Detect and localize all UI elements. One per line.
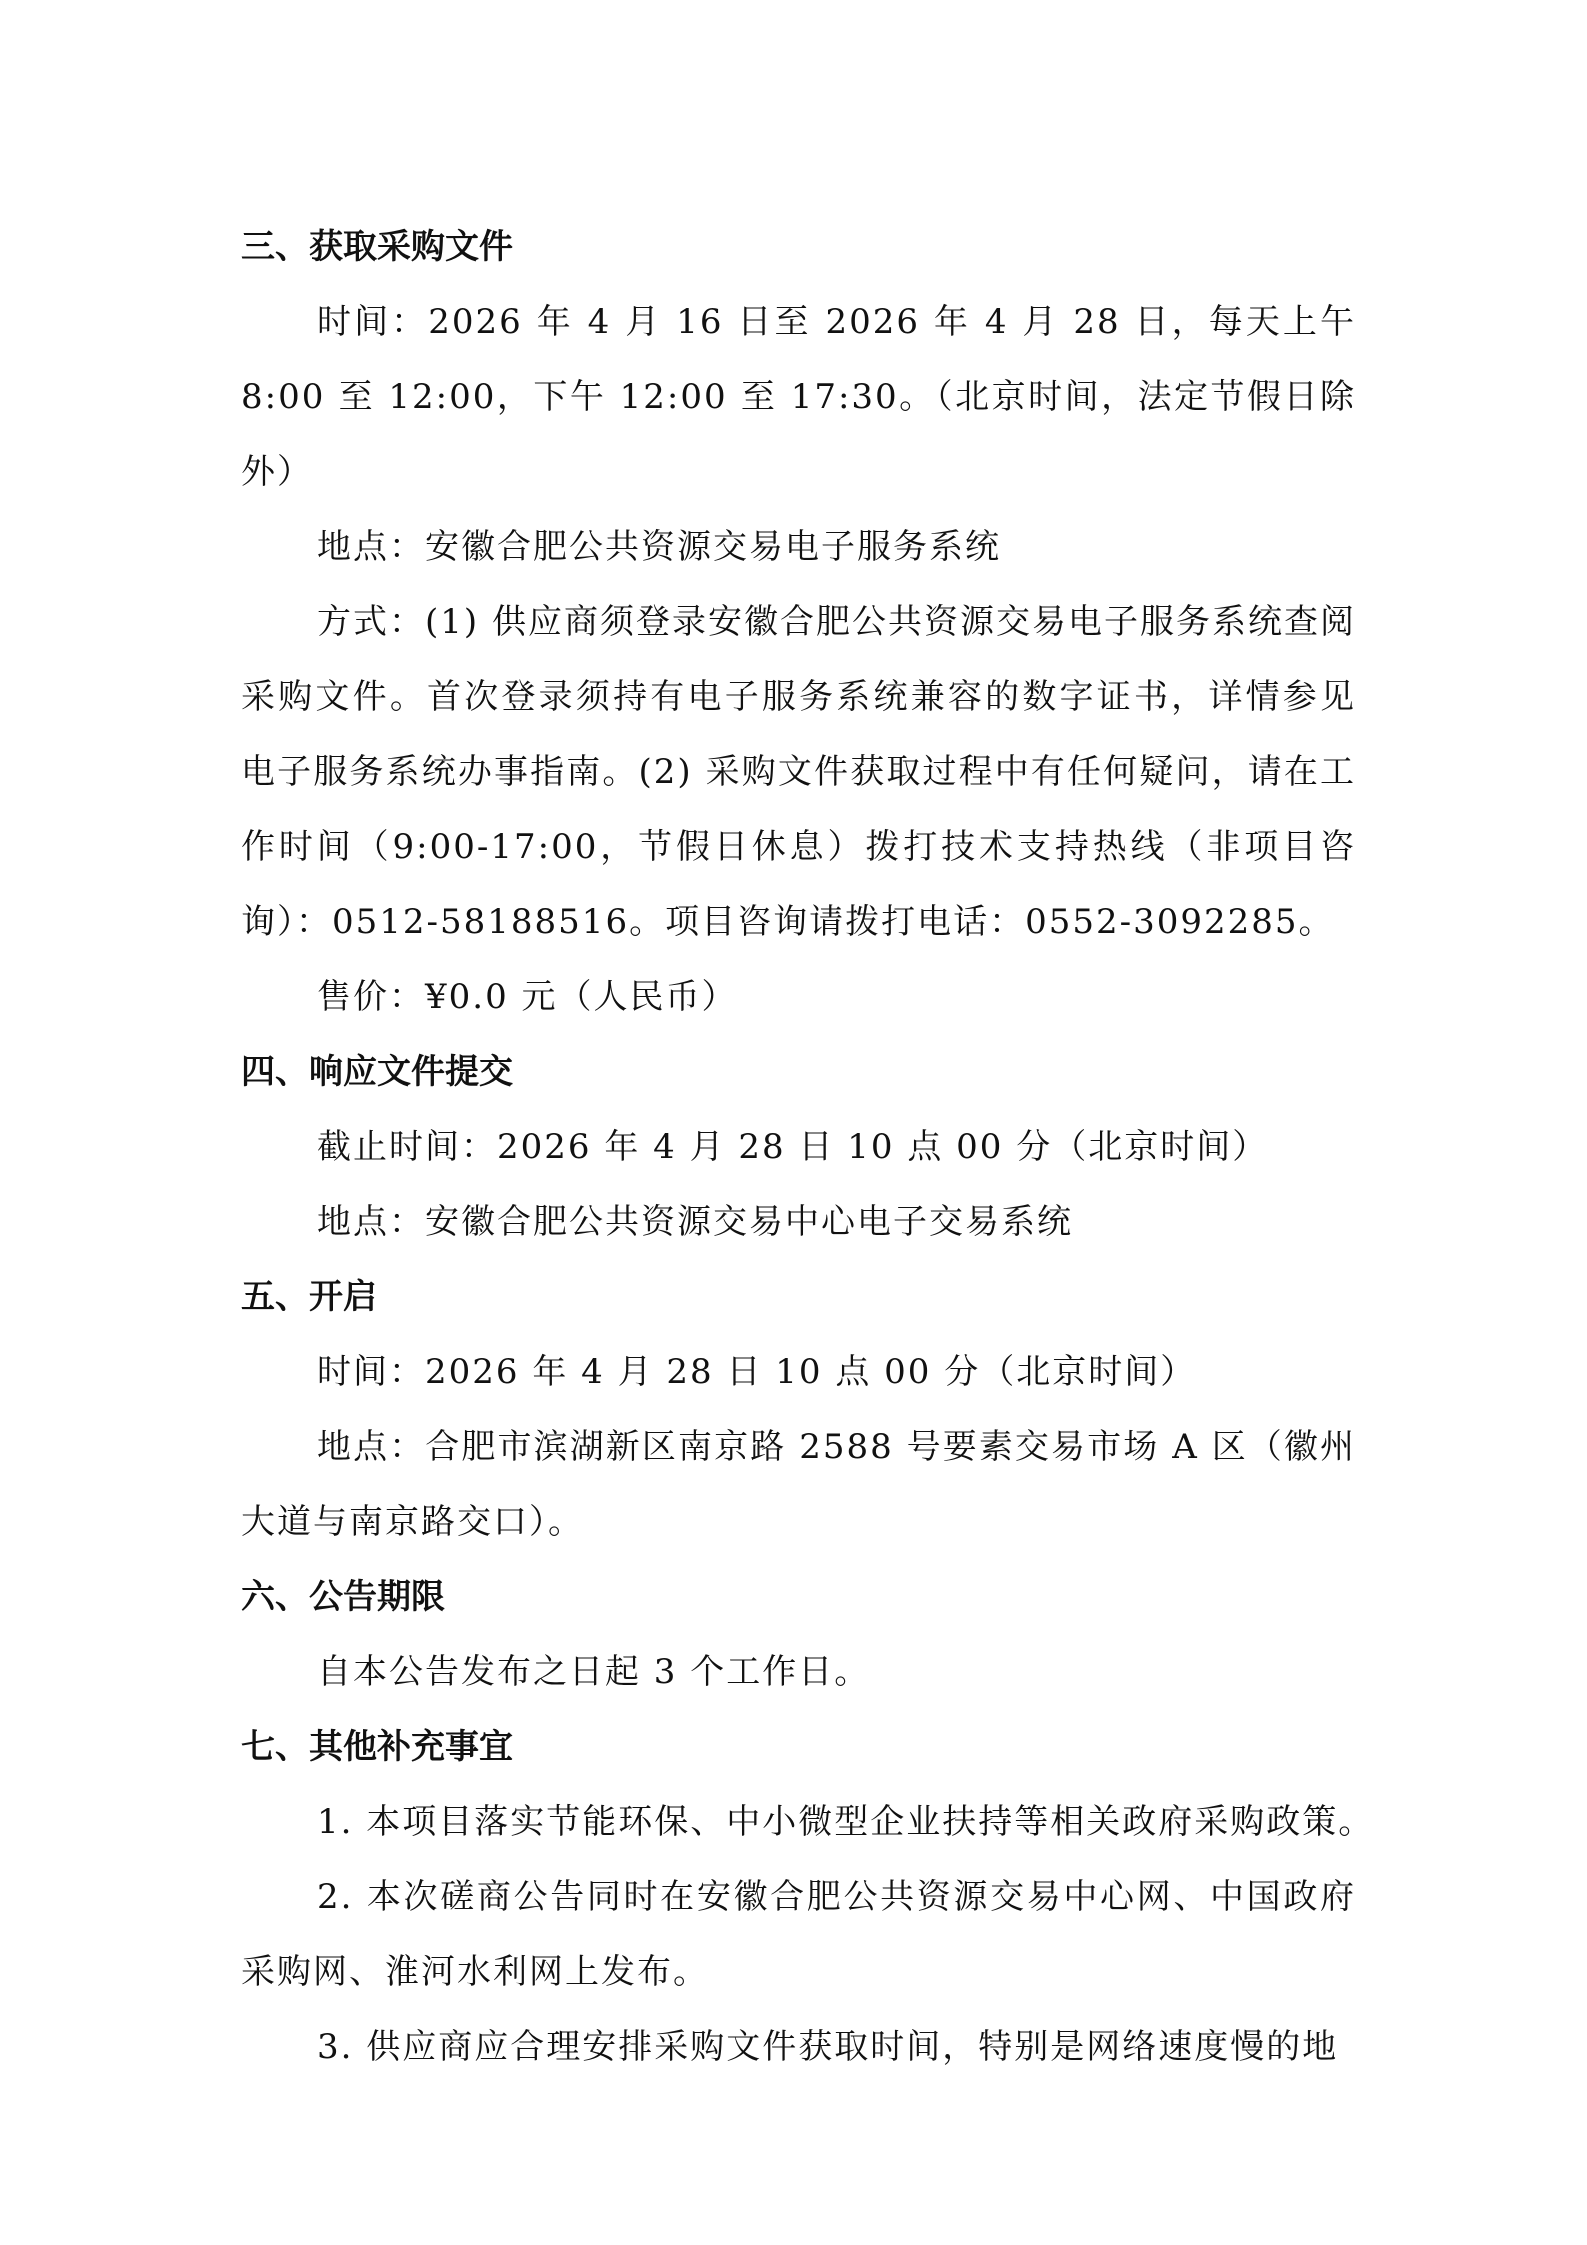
obtain-place-paragraph: 地点：安徽合肥公共资源交易电子服务系统 (317, 527, 1001, 567)
section-heading-submission: 四、响应文件提交 (241, 1052, 513, 1092)
other-item-3: 3. 供应商应合理安排采购文件获取时间，特别是网络速度慢的地 (317, 2027, 1339, 2067)
opening-time-paragraph: 时间：2026 年 4 月 28 日 10 点 00 分（北京时间） (317, 1352, 1197, 1392)
section-heading-other-matters: 七、其他补充事宜 (241, 1727, 513, 1767)
obtain-method-paragraph: 方式：(1) 供应商须登录安徽合肥公共资源交易电子服务系统查阅采购文件。首次登录须持有电子服务系统兼容的数字证书，详情参见电子服务系统办事指南。(2) 采购文件获取过程中有任何疑问，请在工作时间（9:00-17:00，节假日休息）拨打技术支持热线（非项目咨询）：0512-58188516。项目咨询请拨打电话：0552-3092285。 (241, 602, 1356, 942)
section-heading-opening: 五、开启 (241, 1277, 377, 1317)
other-item-1: 1. 本项目落实节能环保、中小微型企业扶持等相关政府采购政策。 (317, 1802, 1375, 1842)
submission-place-paragraph: 地点：安徽合肥公共资源交易中心电子交易系统 (317, 1202, 1073, 1242)
other-item-2: 2. 本次磋商公告同时在安徽合肥公共资源交易中心网、中国政府采购网、淮河水利网上发布。 (241, 1877, 1356, 1992)
price-paragraph: 售价：¥0.0 元（人民币） (317, 977, 738, 1017)
opening-place-paragraph: 地点：合肥市滨湖新区南京路 2588 号要素交易市场 A 区（徽州大道与南京路交口）。 (241, 1427, 1356, 1542)
notice-period-paragraph: 自本公告发布之日起 3 个工作日。 (317, 1652, 871, 1692)
obtain-time-paragraph: 时间：2026 年 4 月 16 日至 2026 年 4 月 28 日，每天上午 8:00 至 12:00，下午 12:00 至 17:30。（北京时间，法定节假日除外） (241, 302, 1356, 492)
submission-deadline-paragraph: 截止时间：2026 年 4 月 28 日 10 点 00 分（北京时间） (317, 1127, 1269, 1167)
document-body (241, 210, 1375, 2085)
section-heading-notice-period: 六、公告期限 (241, 1577, 445, 1617)
section-heading-obtain-documents: 三、获取采购文件 (241, 227, 513, 267)
